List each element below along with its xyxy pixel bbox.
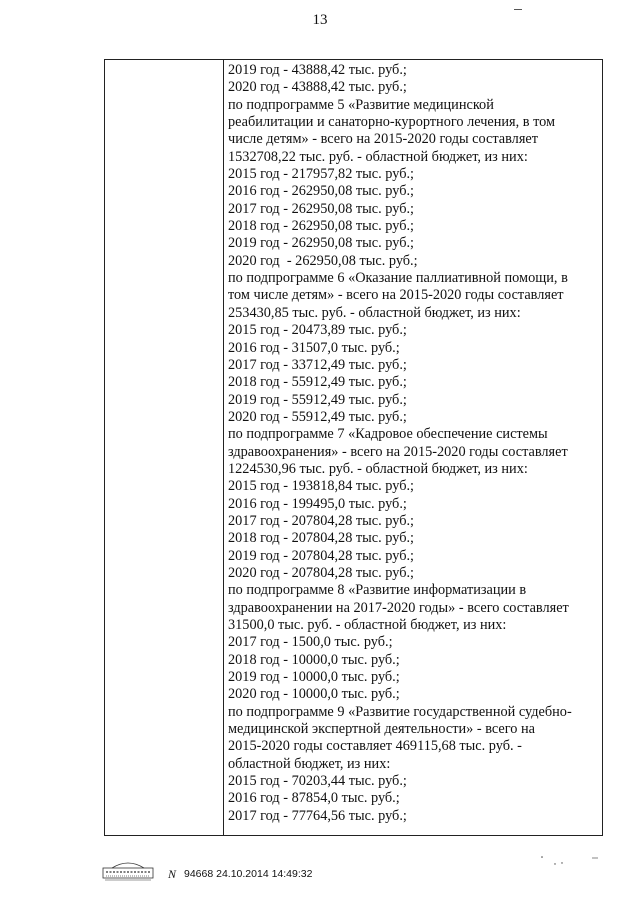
text-line: 2020 год - 43888,42 тыс. руб.; <box>228 79 407 96</box>
text-line: по подпрограмме 5 «Развитие медицинской <box>228 96 494 113</box>
text-line: 2020 год - 207804,28 тыс. руб.; <box>228 564 415 581</box>
printer-stamp-logo <box>102 860 154 882</box>
registration-stamp: 94668 24.10.2014 14:49:32 <box>184 868 313 880</box>
text-line: 2019 год - 207804,28 тыс. руб.; <box>228 547 415 564</box>
text-line: 2015 год - 217957,82 тыс. руб.; <box>228 166 415 183</box>
text-line: 2017 год - 1500,0 тыс. руб.; <box>228 634 393 651</box>
text-line: по подпрограмме 8 «Развитие информатизации в <box>228 582 527 599</box>
scan-mark <box>514 9 522 10</box>
text-line: 2019 год - 43888,42 тыс. руб.; <box>228 62 407 78</box>
text-line: 253430,85 тыс. руб. - областной бюджет, из них: <box>228 304 521 321</box>
text-line: 2017 год - 262950,08 тыс. руб.; <box>228 200 415 217</box>
text-line: 2017 год - 33712,49 тыс. руб.; <box>228 356 407 373</box>
scan-specks <box>540 855 600 867</box>
text-line: том числе детям» - всего на 2015-2020 годы составляет <box>228 287 564 304</box>
text-line: 1224530,96 тыс. руб. - областной бюджет, из них: <box>228 460 528 477</box>
text-line: здравоохранении на 2017-2020 годы» - всего составляет <box>228 599 569 616</box>
text-line: 2019 год - 55912,49 тыс. руб.; <box>228 391 407 408</box>
page-number: 13 <box>312 12 328 28</box>
column-divider <box>223 60 224 835</box>
text-line: 2016 год - 199495,0 тыс. руб.; <box>228 495 407 512</box>
text-line: 2018 год - 55912,49 тыс. руб.; <box>228 374 407 391</box>
text-line: 2015 год - 193818,84 тыс. руб.; <box>228 478 415 495</box>
text-line: 2015-2020 годы составляет 469115,68 тыс. руб. - <box>228 738 522 755</box>
document-table <box>104 59 603 836</box>
text-line: 2016 год - 87854,0 тыс. руб.; <box>228 790 400 807</box>
registration-mark: N <box>168 867 177 881</box>
text-line: 2017 год - 77764,56 тыс. руб.; <box>228 807 407 824</box>
text-line: 2018 год - 10000,0 тыс. руб.; <box>228 651 400 668</box>
text-line: реабилитации и санаторно-курортного лечения, в том <box>228 114 556 131</box>
text-line: 2020 год - 262950,08 тыс. руб.; <box>228 252 418 269</box>
text-line: 2019 год - 10000,0 тыс. руб.; <box>228 669 400 686</box>
text-line: 2016 год - 31507,0 тыс. руб.; <box>228 339 400 356</box>
text-line: 31500,0 тыс. руб. - областной бюджет, из них: <box>228 617 507 633</box>
text-line: 2020 год - 55912,49 тыс. руб.; <box>228 408 407 425</box>
text-line: 2015 год - 20473,89 тыс. руб.; <box>228 322 407 339</box>
text-line: 1532708,22 тыс. руб. - областной бюджет, из них: <box>228 148 528 165</box>
text-line: 2015 год - 70203,44 тыс. руб.; <box>228 773 407 790</box>
text-line: областной бюджет, из них: <box>228 755 391 772</box>
text-line: 2018 год - 207804,28 тыс. руб.; <box>228 530 415 547</box>
text-line: по подпрограмме 6 «Оказание паллиативной помощи, в <box>228 270 568 287</box>
text-line: 2020 год - 10000,0 тыс. руб.; <box>228 686 400 703</box>
text-line: по подпрограмме 9 «Развитие государственной судебно- <box>228 703 572 720</box>
text-line: 2017 год - 207804,28 тыс. руб.; <box>228 512 415 529</box>
right-cell-text <box>228 62 600 825</box>
text-line: по подпрограмме 7 «Кадровое обеспечение системы <box>228 426 548 443</box>
footer <box>102 858 422 888</box>
text-line: 2018 год - 262950,08 тыс. руб.; <box>228 218 415 235</box>
text-line: медицинской экспертной деятельности» - всего на <box>228 721 535 738</box>
text-line: числе детям» - всего на 2015-2020 годы составляет <box>228 131 538 148</box>
text-line: 2016 год - 262950,08 тыс. руб.; <box>228 183 415 200</box>
text-line: здравоохранения» - всего на 2015-2020 годы составляет <box>228 443 568 460</box>
text-line: 2019 год - 262950,08 тыс. руб.; <box>228 235 415 252</box>
